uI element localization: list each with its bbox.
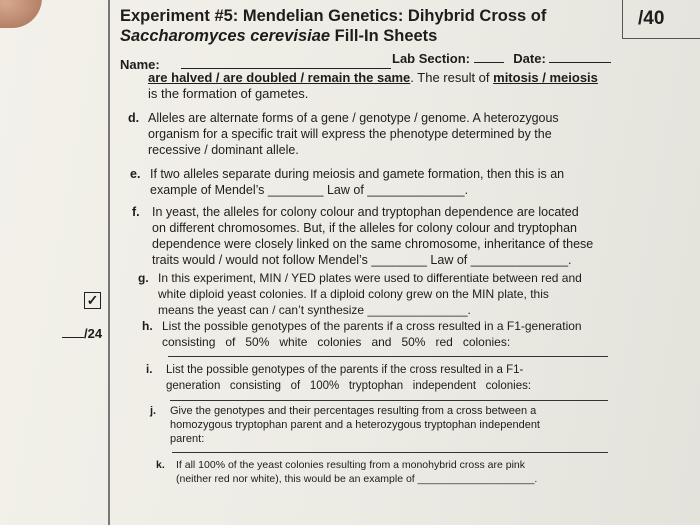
item-f-line-1: In yeast, the alleles for colony colour and tryptophan dependence are located xyxy=(152,205,579,219)
title-line-1: Experiment #5: Mendelian Genetics: Dihybrid Cross of xyxy=(120,7,547,25)
title-line-2 xyxy=(120,26,546,46)
species-name: Saccharomyces cerevisiae xyxy=(120,27,331,45)
item-h-answer-line[interactable] xyxy=(168,356,608,357)
item-continued xyxy=(148,70,598,102)
choice-halved[interactable]: are halved / are doubled / remain the same xyxy=(148,70,411,85)
item-h-line-2: consisting of 50% white colonies and 50% red colonies: xyxy=(162,335,511,349)
item-e-line-1: If two alleles separate during meiosis and gamete formation, then this is an xyxy=(150,167,565,181)
item-e: e. If two alleles separate during meiosis and gamete formation, then this is an example of Mendel’s ________ Law of ______________. xyxy=(130,167,565,197)
item-j-line-3: parent: xyxy=(170,433,205,445)
title-suffix: Fill-In Sheets xyxy=(334,27,438,45)
item-g-line-1: In this experiment, MIN / YED plates were used to differentiate between red and xyxy=(158,271,582,285)
item-e-line-2: example of Mendel’s ________ Law of ______________. xyxy=(150,183,469,197)
item-f-line-4: traits would / would not follow Mendel’s ________ Law of ______________. xyxy=(152,253,572,267)
date-field[interactable] xyxy=(549,50,611,63)
choice-mitosis-meiosis[interactable]: mitosis / meiosis xyxy=(493,70,598,85)
name-field[interactable] xyxy=(181,56,391,69)
item-d: d. Alleles are alternate forms of a gene / genotype / genome. A heterozygous organism for a specific trait will express the phenotype determined by the recessive / dominant allele. xyxy=(128,111,559,157)
item-j-line-1: Give the genotypes and their percentages resulting from a cross between a xyxy=(170,405,537,417)
item-i-line-1: List the possible genotypes of the parents if the cross resulted in a F1- xyxy=(166,364,524,376)
name-label: Name: xyxy=(120,57,160,72)
item-g: g. In this experiment, MIN / YED plates were used to differentiate between red and white diploid yeast colonies. If a diploid colony grew on the MIN plate, this means the yeast can / can’t synthesize _______________. xyxy=(138,271,582,317)
item-j-answer-line[interactable] xyxy=(172,452,608,453)
item-continued-line-1: are halved / are doubled / remain the same. The result of mitosis / meiosis xyxy=(148,70,598,85)
item-j-line-2: homozygous tryptophan parent and a heterozygous tryptophan independent xyxy=(170,419,540,431)
item-k: k. If all 100% of the yeast colonies resulting from a monohybrid cross are pink (neither red nor white), this would be an example of ____________________. xyxy=(156,459,538,485)
item-i-answer-line[interactable] xyxy=(170,400,608,401)
checkbox[interactable]: ✓ xyxy=(84,292,101,309)
side-score: /24 xyxy=(62,325,102,341)
item-f-line-3: dependence were closely linked on the same chromosome, inheritance of these xyxy=(152,237,594,251)
item-j: j. Give the genotypes and their percentages resulting from a cross between a homozygous tryptophan parent and a heterozygous tryptophan independent parent: xyxy=(150,405,540,445)
item-d-line-1: Alleles are alternate forms of a gene / genotype / genome. A heterozygous xyxy=(148,111,559,125)
side-score-blank[interactable] xyxy=(62,325,84,338)
item-i: i. List the possible genotypes of the parents if the cross resulted in a F1- generation consisting of 100% tryptophan independent colonies: xyxy=(146,364,532,392)
item-d-line-3: recessive / dominant allele. xyxy=(148,143,299,157)
item-k-line-1: If all 100% of the yeast colonies resulting from a monohybrid cross are pink xyxy=(176,459,526,471)
item-k-line-2: (neither red nor white), this would be an example of ____________________. xyxy=(176,473,538,485)
lab-section-label: Lab Section: xyxy=(392,51,471,66)
item-g-line-3: means the yeast can / can’t synthesize _______________. xyxy=(158,303,471,317)
item-d-line-2: organism for a specific trait will express the phenotype determined by the xyxy=(148,127,552,141)
page-title xyxy=(120,6,546,46)
lab-row xyxy=(392,50,611,66)
margin-line xyxy=(108,0,110,525)
date-label: Date: xyxy=(513,51,546,66)
lab-section-field[interactable] xyxy=(474,50,504,63)
item-g-line-2: white diploid yeast colonies. If a diploid colony grew on the MIN plate, this xyxy=(158,287,549,301)
total-score: /40 xyxy=(638,8,665,29)
item-h: h. List the possible genotypes of the parents if a cross resulted in a F1-generation consisting of 50% white colonies and 50% red colonies: xyxy=(142,319,582,349)
item-continued-line-2: is the formation of gametes. xyxy=(148,86,309,101)
item-f: f. In yeast, the alleles for colony colour and tryptophan dependence are located on different chromosomes. But, if the alleles for colony colour and tryptophan dependence were closely linked on the same chromosome, inheritance of these traits would / would not follow Mendel’s ________ Law of ______________. xyxy=(132,205,594,267)
item-f-line-2: on different chromosomes. But, if the alleles for colony colour and tryptophan xyxy=(152,221,578,235)
item-h-line-1: List the possible genotypes of the parents if a cross resulted in a F1-generation xyxy=(162,319,582,333)
thumb xyxy=(0,0,42,28)
item-i-line-2: generation consisting of 100% tryptophan independent colonies: xyxy=(166,380,532,392)
